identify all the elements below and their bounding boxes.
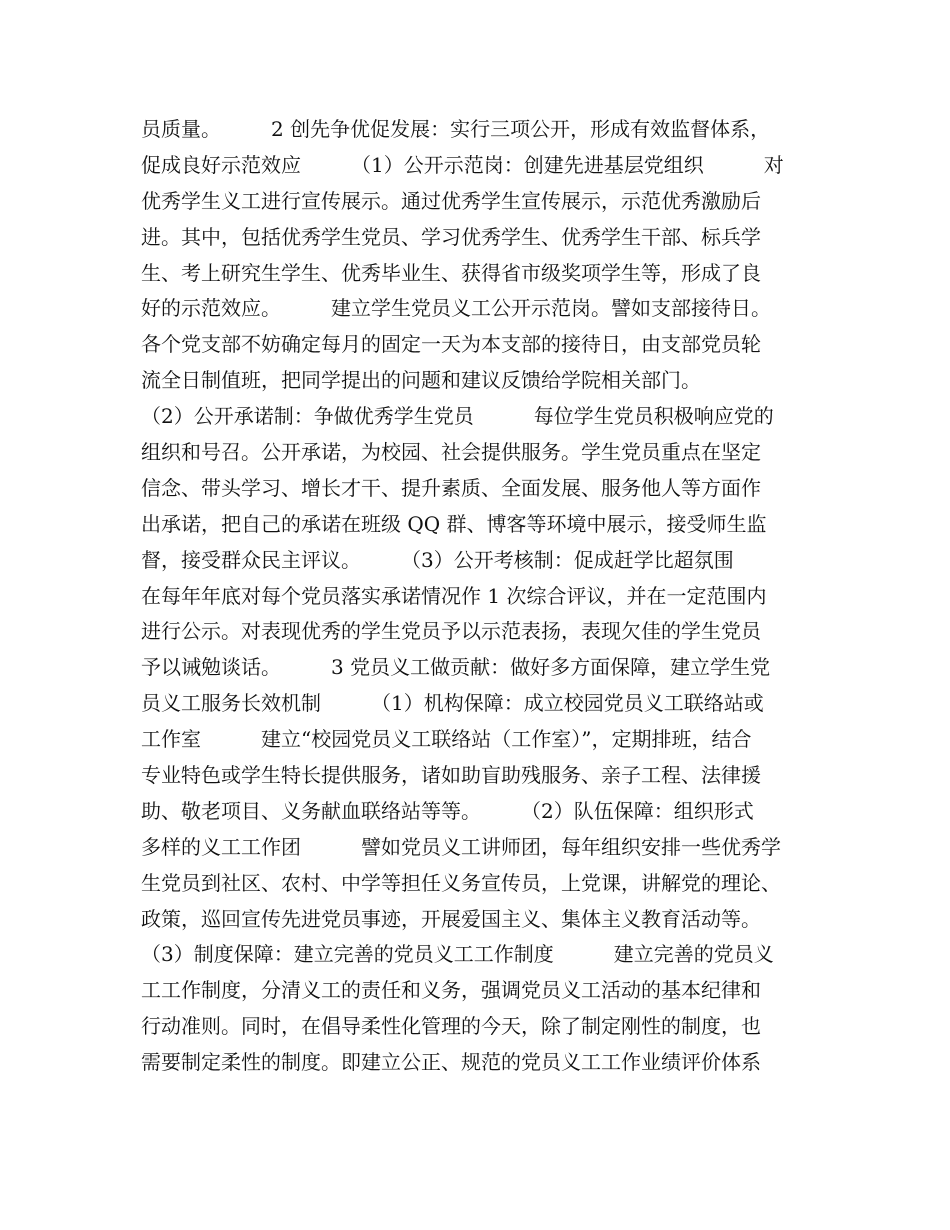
text-line: 予以诫勉谈话。 3 党员义工做贡献：做好多方面保障，建立学生党: [141, 655, 771, 680]
text-line: （2）公开承诺制：争做优秀学生党员 每位学生党员积极响应党的: [141, 404, 774, 429]
text-line: 各个党支部不妨确定每月的固定一天为本支部的接待日，由支部党员轮: [141, 332, 761, 357]
body-text: [141, 112, 821, 1081]
text-line: 助、敬老项目、义务献血联络站等等。 （2）队伍保障：组织形式: [141, 798, 754, 823]
text-line: 工工作制度，分清义工的责任和义务，强调党员义工活动的基本纪律和: [141, 978, 761, 1003]
text-line: 组织和号召。公开承诺，为校园、社会提供服务。学生党员重点在坚定: [141, 440, 761, 465]
text-line: 专业特色或学生特长提供服务，诸如助盲助残服务、亲子工程、法律援: [141, 763, 761, 788]
text-line: 员质量。 2 创先争优促发展：实行三项公开，形成有效监督体系，: [141, 117, 771, 141]
text-line: 政策，巡回宣传先进党员事迹，开展爱国主义、集体主义教育活动等。: [141, 906, 761, 931]
text-line: 进。其中，包括优秀学生党员、学习优秀学生、优秀学生干部、标兵学: [141, 224, 761, 249]
text-line: 生、考上研究生学生、优秀毕业生、获得省市级奖项学生等，形成了良: [141, 260, 761, 285]
text-line: 工作室 建立“校园党员义工联络站（工作室）”，定期排班，结合: [141, 727, 752, 752]
text-line: 需要制定柔性的制度。即建立公正、规范的党员义工工作业绩评价体系: [141, 1050, 761, 1075]
text-line: 出承诺，把自己的承诺在班级 QQ 群、博客等环境中展示，接受师生监: [141, 511, 767, 536]
text-line: 督，接受群众民主评议。 （3）公开考核制：促成赶学比超氛围: [141, 547, 734, 572]
text-line: 行动准则。同时，在倡导柔性化管理的今天，除了制定刚性的制度，也: [141, 1014, 761, 1039]
text-line: 生党员到社区、农村、中学等担任义务宣传员，上党课，讲解党的理论、: [141, 870, 781, 895]
text-line: （3）制度保障：建立完善的党员义工工作制度 建立完善的党员义: [141, 942, 774, 967]
text-line: 优秀学生义工进行宣传展示。通过优秀学生宣传展示，示范优秀激励后: [141, 188, 761, 213]
text-line: 流全日制值班，把同学提出的问题和建议反馈给学院相关部门。: [141, 368, 701, 393]
text-line: 员义工服务长效机制 （1）机构保障：成立校园党员义工联络站或: [141, 691, 764, 716]
text-line: 好的示范效应。 建立学生党员义工公开示范岗。譬如支部接待日。: [141, 296, 771, 321]
text-line: 促成良好示范效应 （1）公开示范岗：创建先进基层党组织 对: [141, 152, 784, 177]
text-line: 进行公示。对表现优秀的学生党员予以示范表扬，表现欠佳的学生党员: [141, 619, 761, 644]
text-line: 在每年年底对每个党员落实承诺情况作 1 次综合评议，并在一定范围内: [141, 583, 767, 608]
text-line: 多样的义工工作团 譬如党员义工讲师团，每年组织安排一些优秀学: [141, 834, 781, 859]
text-line: 信念、带头学习、增长才干、提升素质、全面发展、服务他人等方面作: [141, 475, 761, 500]
